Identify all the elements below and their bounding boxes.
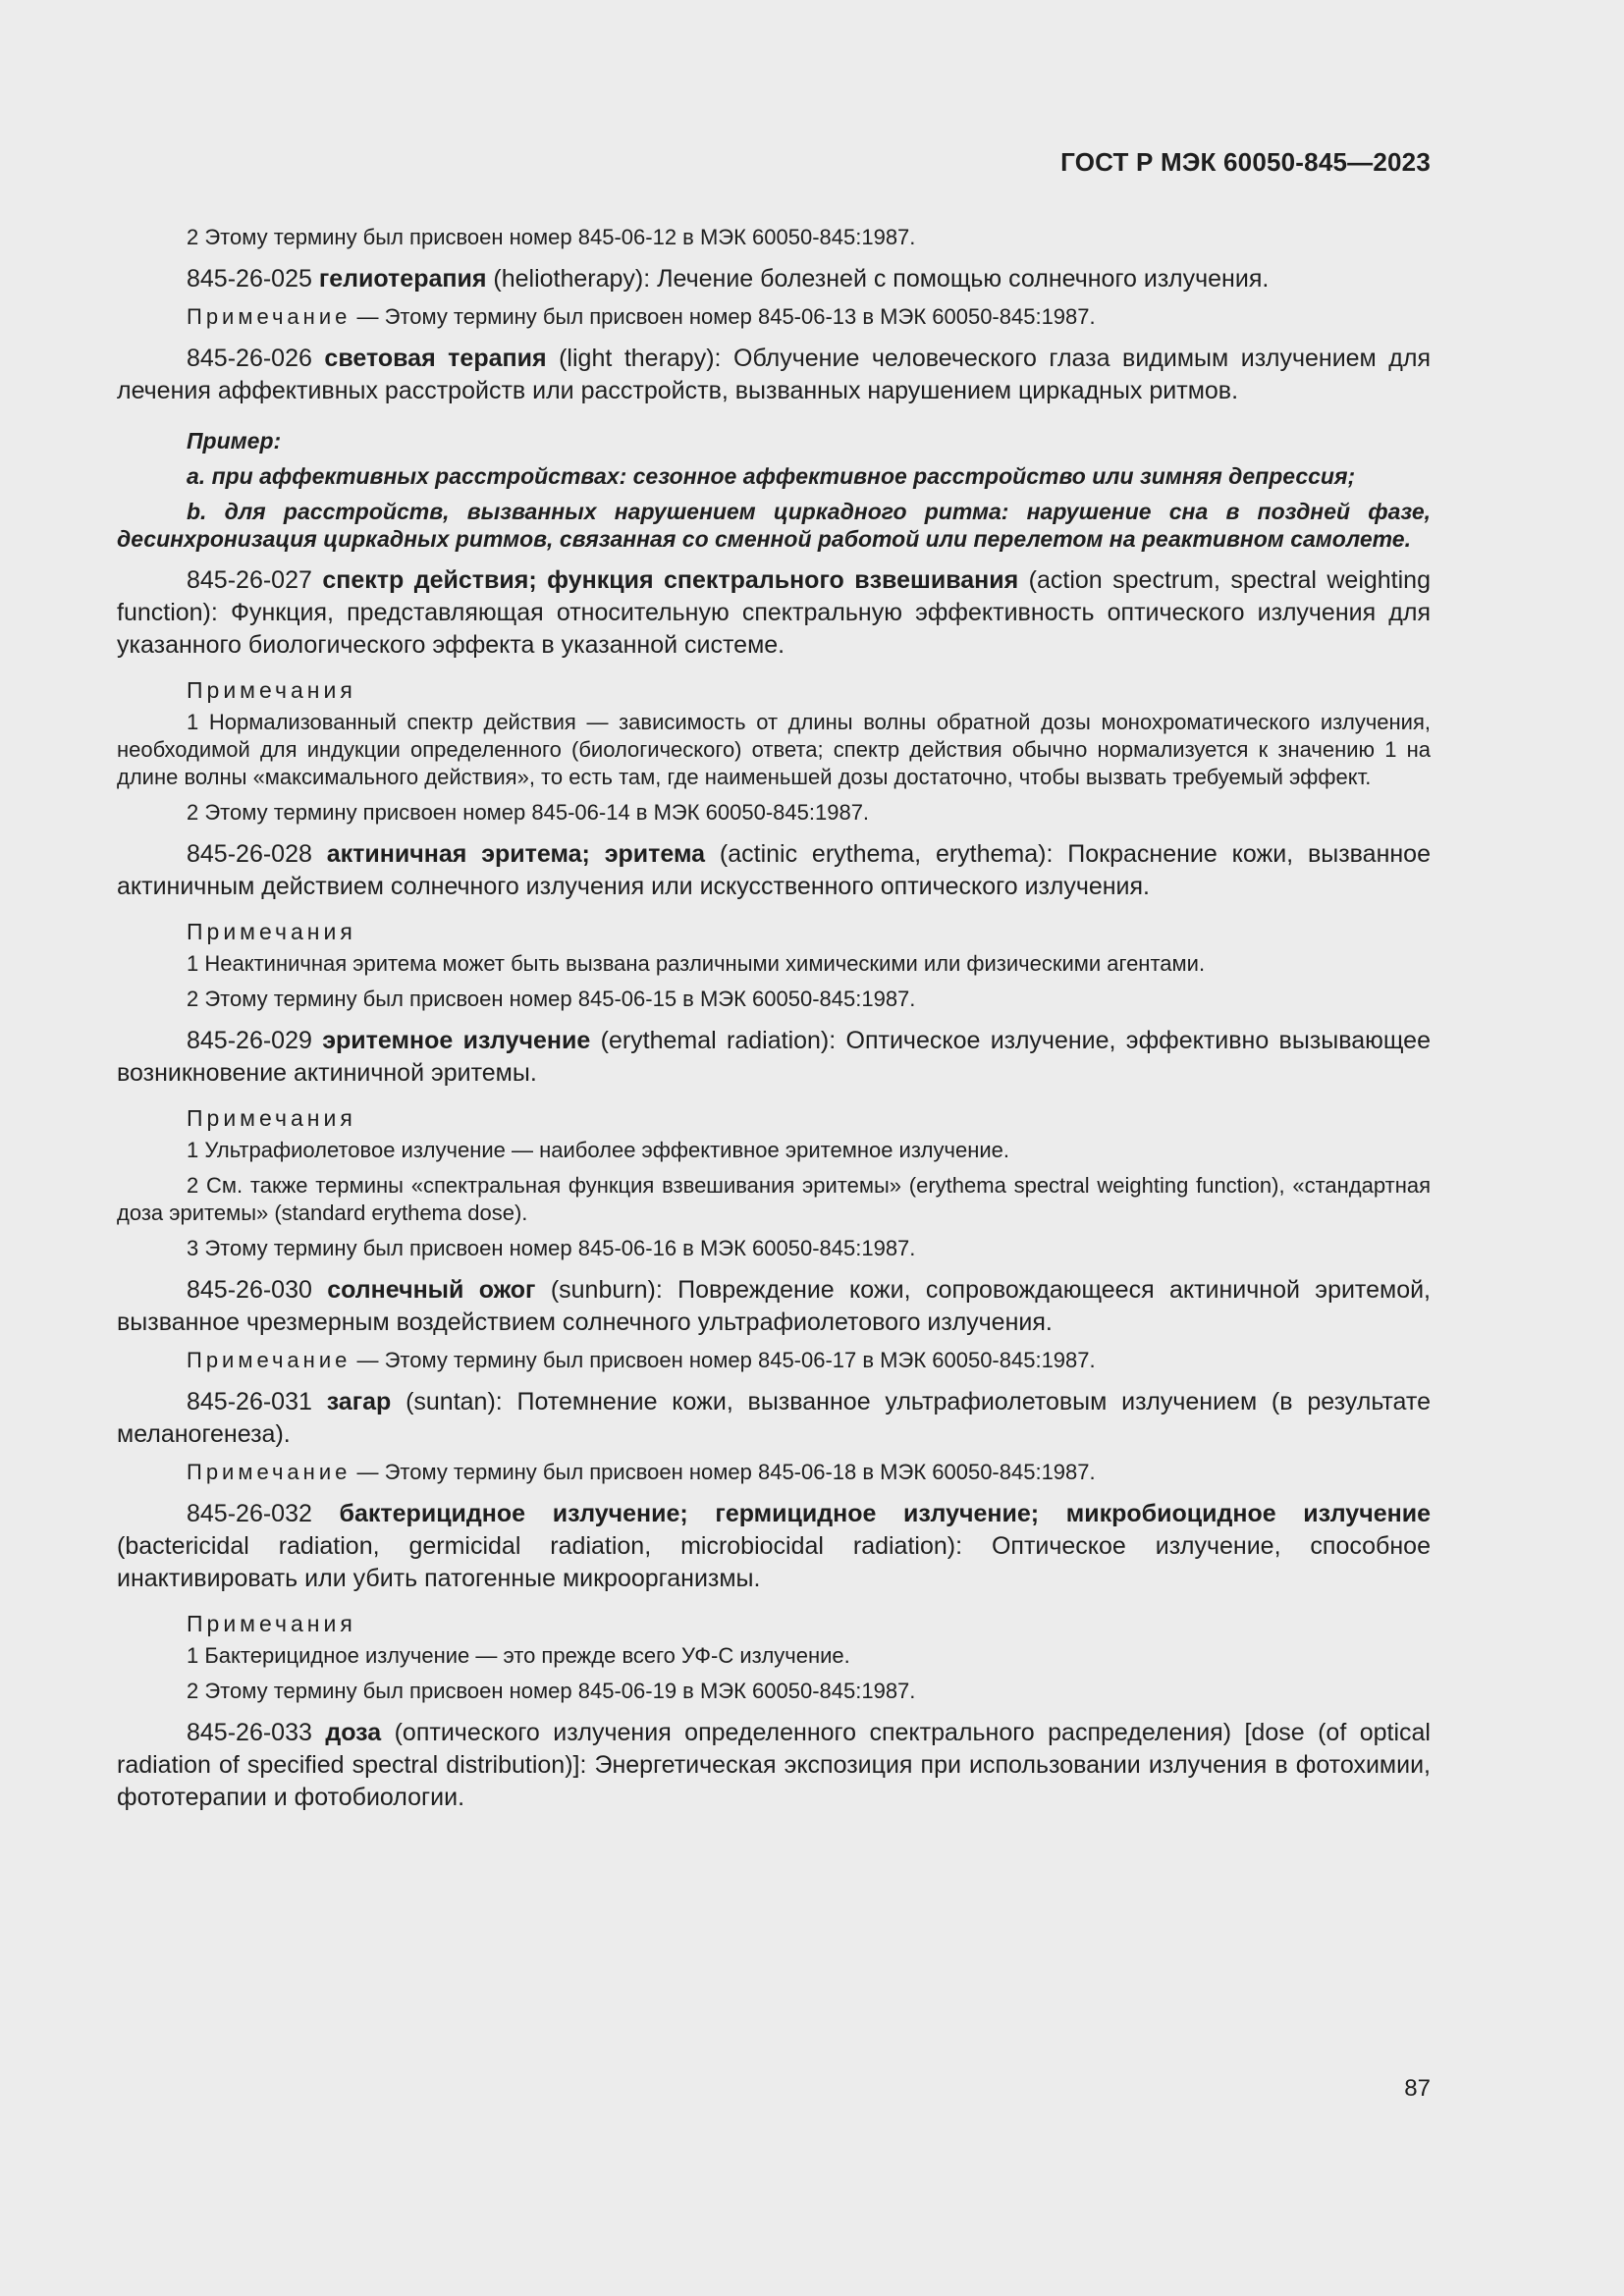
term-definition: (heliotherapy): Лечение болезней с помощью солнечного излучения. bbox=[486, 265, 1270, 293]
note-item: 2 Этому термину был присвоен номер 845-06-15 в МЭК 60050-845:1987. bbox=[187, 987, 916, 1011]
notes-heading: Примечания bbox=[187, 677, 356, 703]
term-entry-030 bbox=[117, 1274, 1431, 1339]
term-entry-026 bbox=[117, 343, 1431, 407]
term-number: 845-26-033 bbox=[187, 1719, 312, 1746]
term-name: загар bbox=[326, 1388, 392, 1415]
note-item: 2 Этому термину был присвоен номер 845-06-19 в МЭК 60050-845:1987. bbox=[187, 1679, 916, 1703]
term-name: бактерицидное излучение; гермицидное излучение; микробиоцидное излучение bbox=[339, 1500, 1431, 1527]
term-definition: (оптического излучения определенного спектрального распределения) [dose (of optical radiation of specified spectral distribution)]: Энергетическая экспозиция при использовании излучения в фотохимии, фототерапии и фотобиологии. bbox=[117, 1719, 1431, 1811]
term-entry-031 bbox=[117, 1386, 1431, 1451]
term-name: спектр действия; функция спектрального взвешивания bbox=[322, 566, 1019, 594]
note-item: 1 Бактерицидное излучение — это прежде всего УФ-С излучение. bbox=[187, 1643, 850, 1668]
term-number: 845-26-026 bbox=[187, 345, 312, 372]
term-definition: (light therapy): Облучение человеческого глаза видимым излучением для лечения аффективных расстройств или расстройств, вызванных нарушением циркадных ритмов. bbox=[117, 345, 1431, 404]
term-entry-033 bbox=[117, 1717, 1431, 1814]
note-030 bbox=[117, 1347, 1431, 1374]
note-label: Примечание bbox=[187, 1460, 352, 1484]
term-name: актиничная эритема; эритема bbox=[326, 840, 706, 868]
term-number: 845-26-032 bbox=[187, 1500, 312, 1527]
note-item: 1 Нормализованный спектр действия — зависимость от длины волны обратной дозы монохроматического излучения, необходимой для индукции определенного (биологического) ответа; спектр действия обычно нормализуется к значению 1 на длине волны «максимального действия», то есть там, где наименьшей дозы достаточно, чтобы вызвать требуемый эффект. bbox=[117, 710, 1431, 789]
note-text: — Этому термину был присвоен номер 845-06-13 в МЭК 60050-845:1987. bbox=[351, 304, 1096, 329]
term-name: эритемное излучение bbox=[322, 1027, 591, 1054]
page-number: 87 bbox=[1404, 2075, 1431, 2102]
term-definition: (suntan): Потемнение кожи, вызванное ультрафиолетовым излучением (в результате меланогенеза). bbox=[117, 1388, 1431, 1448]
term-entry-032 bbox=[117, 1498, 1431, 1595]
note-text: — Этому термину был присвоен номер 845-06-18 в МЭК 60050-845:1987. bbox=[351, 1460, 1096, 1484]
example-item-b: b. для расстройств, вызванных нарушением циркадного ритма: нарушение сна в поздней фазе, десинхронизация циркадных ритмов, связанная со сменной работой или перелетом на реактивном самолете. bbox=[117, 499, 1431, 552]
term-name: доза bbox=[325, 1719, 382, 1746]
example-heading: Пример: bbox=[187, 428, 282, 454]
term-entry-028 bbox=[117, 838, 1431, 903]
term-name: световая терапия bbox=[324, 345, 547, 372]
term-number: 845-26-030 bbox=[187, 1276, 312, 1304]
note-031 bbox=[117, 1459, 1431, 1486]
note-item: 2 Этому термину присвоен номер 845-06-14 в МЭК 60050-845:1987. bbox=[187, 800, 870, 825]
term-definition: (sunburn): Повреждение кожи, сопровождающееся актиничной эритемой, вызванное чрезмерным воздействием солнечного ультрафиолетового излучения. bbox=[117, 1276, 1432, 1336]
example-item-a: а. при аффективных расстройствах: сезонное аффективное расстройство или зимняя депрессия; bbox=[187, 463, 1356, 489]
note-item: 1 Ультрафиолетовое излучение — наиболее эффективное эритемное излучение. bbox=[187, 1138, 1009, 1162]
term-entry-025 bbox=[117, 263, 1431, 295]
note-item: 3 Этому термину был присвоен номер 845-06-16 в МЭК 60050-845:1987. bbox=[187, 1236, 916, 1260]
term-name: солнечный ожог bbox=[327, 1276, 536, 1304]
note-label: Примечание bbox=[187, 1348, 352, 1372]
note-item: 1 Неактиничная эритема может быть вызвана различными химическими или физическими агентами. bbox=[187, 951, 1206, 976]
term-definition: (bactericidal radiation, germicidal radiation, microbiocidal radiation): Оптическое излучение, способное инактивировать или убить патогенные микроорганизмы. bbox=[117, 1532, 1431, 1592]
note-item: 2 Этому термину был присвоен номер 845-06-12 в МЭК 60050-845:1987. bbox=[187, 225, 916, 249]
notes-heading: Примечания bbox=[187, 1611, 356, 1636]
term-name: гелиотерапия bbox=[318, 265, 487, 293]
term-definition: (erythemal radiation): Оптическое излучение, эффективно вызывающее возникновение актиничной эритемы. bbox=[117, 1027, 1431, 1087]
notes-heading: Примечания bbox=[187, 1105, 356, 1131]
term-number: 845-26-028 bbox=[187, 840, 312, 868]
term-number: 845-26-025 bbox=[187, 265, 312, 293]
term-number: 845-26-031 bbox=[187, 1388, 312, 1415]
term-definition: (action spectrum, spectral weighting function): Функция, представляющая относительную спектральную эффективность оптического излучения для указанного биологического эффекта в указанной системе. bbox=[117, 566, 1431, 659]
term-definition: (actinic erythema, erythema): Покраснение кожи, вызванное актиничным действием солнечного излучения или искусственного оптического излучения. bbox=[117, 840, 1431, 900]
document-header: ГОСТ Р МЭК 60050-845—2023 bbox=[1060, 147, 1431, 177]
note-label: Примечание bbox=[187, 304, 352, 329]
document-body bbox=[117, 224, 1431, 1814]
term-number: 845-26-027 bbox=[187, 566, 312, 594]
note-025 bbox=[117, 303, 1431, 331]
note-text: — Этому термину был присвоен номер 845-06-17 в МЭК 60050-845:1987. bbox=[351, 1348, 1096, 1372]
note-item: 2 См. также термины «спектральная функция взвешивания эритемы» (erythema spectral weighting function), «стандартная доза эритемы» (standard erythema dose). bbox=[117, 1173, 1431, 1225]
term-entry-029 bbox=[117, 1025, 1431, 1090]
notes-heading: Примечания bbox=[187, 919, 356, 944]
term-entry-027 bbox=[117, 564, 1431, 662]
term-number: 845-26-029 bbox=[187, 1027, 312, 1054]
